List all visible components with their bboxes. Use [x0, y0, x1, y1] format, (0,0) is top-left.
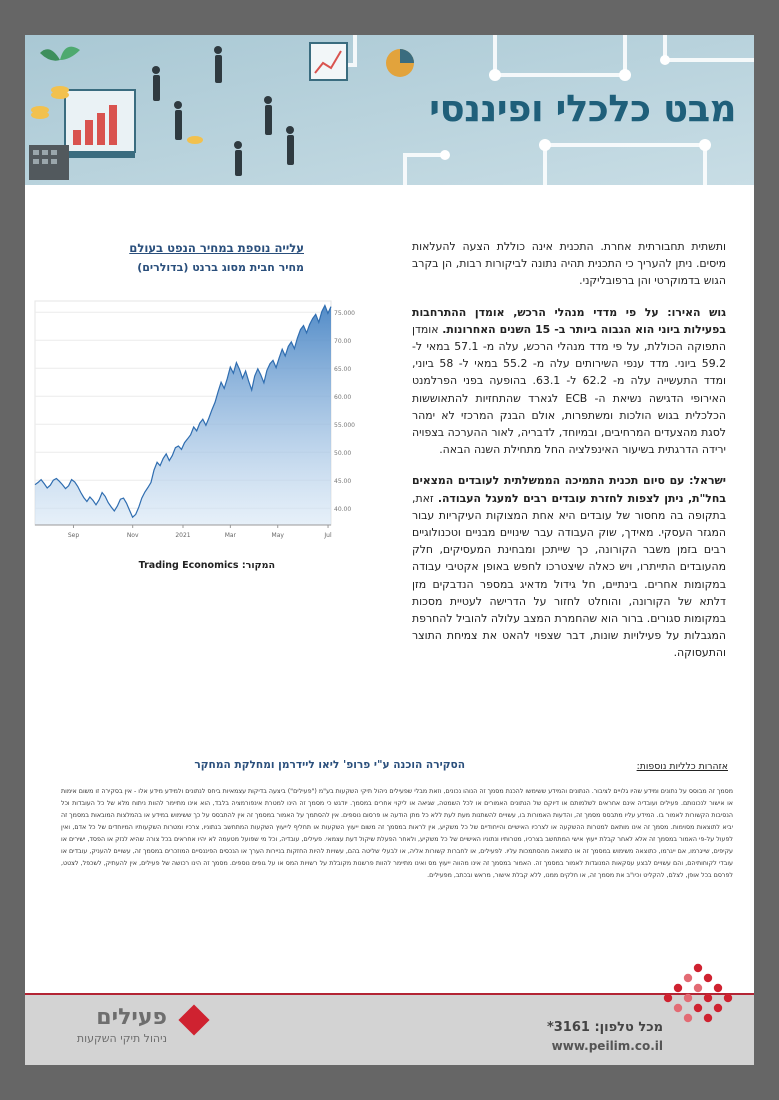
brand-dot: [714, 984, 722, 992]
x-tick-label: Sep: [67, 532, 80, 539]
footer-phone: מכל טלפון: 3161*: [546, 1020, 663, 1035]
brand-dots-icon: [658, 960, 738, 1030]
y-tick-label: 75.000: [334, 310, 355, 318]
chart-subtitle: מחיר חבית מסוג ברנט (בדולרים): [137, 261, 304, 274]
header-banner: [25, 35, 754, 185]
brand-dot: [704, 1014, 712, 1022]
y-tick-label: 50.00: [334, 450, 352, 458]
y-tick-label: 70.00: [334, 338, 352, 346]
brand-dot: [684, 1014, 692, 1022]
x-tick-label: May: [271, 532, 284, 539]
x-tick-label: Mar: [224, 532, 237, 539]
paragraph-eurozone-lead: גוש האירו: על פי מדדי מנהלי הרכש, אומדן ההתרחבות בפעילות ביוני הוא הגבוה ביותר ב- 15 השנים האחרונות.: [412, 305, 726, 336]
brand-dot: [684, 994, 692, 1002]
brand-dot: [724, 994, 732, 1002]
brent-price-chart: [33, 293, 355, 543]
x-tick-label: Nov: [126, 532, 139, 539]
paragraph-eurozone: [412, 304, 726, 459]
article-body: [412, 238, 726, 676]
logo-name: פעילים: [96, 1005, 167, 1030]
chart-title: עלייה נוספת במחיר הנפט בעולם: [129, 241, 304, 255]
brand-dot: [704, 974, 712, 982]
y-tick-label: 65.00: [334, 366, 352, 374]
notes-heading: הסקירה הוכנה ע"י פרופ' ליאו ליידרמן ומחלקת המחקר: [194, 759, 465, 771]
brand-dot: [714, 1004, 722, 1012]
paragraph-israel-text: זאת, בתקופה בה מחסור של עובדים היא אחת המצוקות העיקריות עבור המגזר העסקי. מאידך, שוק העבודה עבר שינויים מבניים וטכנולוגיים רבים בזמן משבר הקורונה, כך שייתכן ומבחינת המעסיקים, חלק מהעובדים התייתרו, ויש כאלה שיצטרכו לחפש באופן אקטיבי עבודה במקומות אחרים. בינתיים, חל גידול מדאיג במספר הנדבקים מזן דלתא של הקורונה, והוחלט לחזור על הדרישה לעטיית מסכות במקומות סגורים. ברור הוא שהחמרת המצב עלולה להוביל להחרפת המגבלות על פעילויות שונות, דבר שצפוי להאט את צמיחת התוצר והתעסוקה.: [412, 491, 726, 660]
x-tick-label: Jul: [324, 532, 332, 539]
brand-dot: [694, 964, 702, 972]
brand-dot: [694, 984, 702, 992]
y-tick-label: 60.00: [334, 394, 352, 402]
brand-dot: [694, 1004, 702, 1012]
paragraph-eurozone-text: אומדן התפוקה הכוללת, על פי מדד מנהלי הרכש, עלה מ- 57.1 במאי ל- 59.2 ביוני. מדד ענפי השירותים עלה מ- 55.2 במאי ל- 58 ביוני, ומדד התעשייה עלה מ- 62.2 ל- 63.1. בהופעה בפני הפרלמנט האירופי הדגישה נשיאת ה- ECB לגארד שהתחזיות להתאוששות הכלכלית בגוש הולכות ומשתפרות, אולם הבנק המרכזי לא ימהר לסגת מהצעדים המרחיבים, ובמיוחד, לדבריה, לאור ההערכה בצפויה ירידה הדרגתית בשיעור האינפלציה החל מתחילת השנה הבאה.: [412, 322, 727, 457]
paragraph-israel: [412, 472, 726, 661]
footer-url[interactable]: www.peilim.co.il: [551, 1039, 663, 1053]
brand-dot: [664, 994, 672, 1002]
document-page: [25, 35, 754, 1065]
brand-dot: [674, 984, 682, 992]
banner-title: מבט כלכלי ופיננסי: [429, 87, 736, 130]
y-tick-label: 45.00: [334, 478, 352, 486]
brand-dot: [674, 1004, 682, 1012]
disclaimer-text: מסמך זה מבוסס על נתונים ומידע שהיו גלויים לציבור. הנתונים והמידע ששימשו להכנת מסמך זה הנוהו נכונים, וזאת מבלי שפעילים ניהול תיקי השקעות בע"מ ("פעילים") ביצעה בדיקות עצמאיות ביחס לנתונים ולמידע מידע אלו - אין בסקירה זו משום אימות או אישור לנכונותם. פעילים ועובדיה אינם אחראים לשלמותם או דיוקם של הנתונים האמורים או לכל השמטה, שגיאה או ליקוי אחרים במסמך. יודגש כי מסמך זה הינו למטרת אינפורמציה בלבד, הוא אינו מתיימר להוות ניתוח מלא של כל העובדות וכל הנסיבות הקשורות לאמור בו. המידע עליו מתבסס מסמך זה, והדעות האמורות בו, עשויים להשתנות מעת לעת ללא כל מתן הודעה או פרסום נוספים. אין להסתמך על האמור במסמך זה אין להתבסס על כך ששימוש במידע או בהמלצות המובאות במסמך זה יביא לתוצאות מסוימות. מסמך זה אינו מותאם למטרות ההשקעה או לצרכיו האישיים והייחודיים של כל משקיע, אין לראות במסמך זה משום ייעוץ השקעות או תחליף לייעוץ השקעות המתחשב בנתוניו, צרכיו ומטרות השקעותיו המיוחדים של כל אדם, ואין לפעול על-פי האמור במסמך זה אלא לאחר קבלת ייעוץ אישי המתחשב בצרכיו, מטרותיו ונתוניו האישיים של כל משקיע, ולאחר הפעלת שיקול דעת עצמאי. פעילים, עובדיה, וכל מי שפועל מטעמה לא יהיו אחראים בכל צורה שהיא לנזק או הפסד, ישירים או עקיפים, שייגרמו, אם ייגרמו, כתוצאה משימוש במסמך זה או כתוצאה מהסתמכות עליו. לפעילים, או לחברות קשורות אליה, או לבעלי שליטה בהם, עשויות להיות החזקות בניירות הערך או הנכסים הפיננסיים המוזכרים במסמך זה, עשויים להעניק, עובדים או עובדי לקוחותיהם, והם עשויים לבצע עסקאות המנוגדות לאמור במסמך זה. האמור במסמך זה אינו מהווה ייעוץ מס ואינו מתיימר להוות פרשנות מקובלת על רשויות המס או על גופים נוספים. מסמך זה הינו רכושה של פעילים, אין להעתיק, לשכפל, לצטט, לפרסם בכל אופן, לצלם, להקליט וכיו"ב את מסמך זה, או חלקים ממנו, ללא קבלת אישור, מראש ובכתב, מפעילים.: [61, 788, 733, 879]
notes-label: אזהרות כלליות נוספות:: [636, 761, 728, 772]
x-tick-label: 2021: [175, 532, 191, 539]
chart-source: המקור: Trading Economics: [138, 560, 275, 571]
paragraph-israel-lead: ישראל: עם סיום תכנית התמיכה הממשלתית לעובדים המצאים בחל"ת, ניתן לצפות לחזרת עובדים רבים למעגל העבודה.: [412, 474, 726, 505]
brand-dot: [684, 974, 692, 982]
y-tick-label: 55.000: [334, 422, 355, 430]
brand-dot: [704, 994, 712, 1002]
paragraph-intro: ותשתית תחבורתית אחרת. התכנית אינה כוללת הצעה להעלאות מיסים. ניתן להעריך כי התכנית תהיה נתונה לביקורות רבות, הן בקרב הגוש בדמוקרטי והן ברפובליקני.: [412, 240, 726, 288]
logo-subtitle: ניהול תיקי השקעות: [76, 1032, 167, 1045]
y-tick-label: 40.00: [334, 506, 352, 514]
